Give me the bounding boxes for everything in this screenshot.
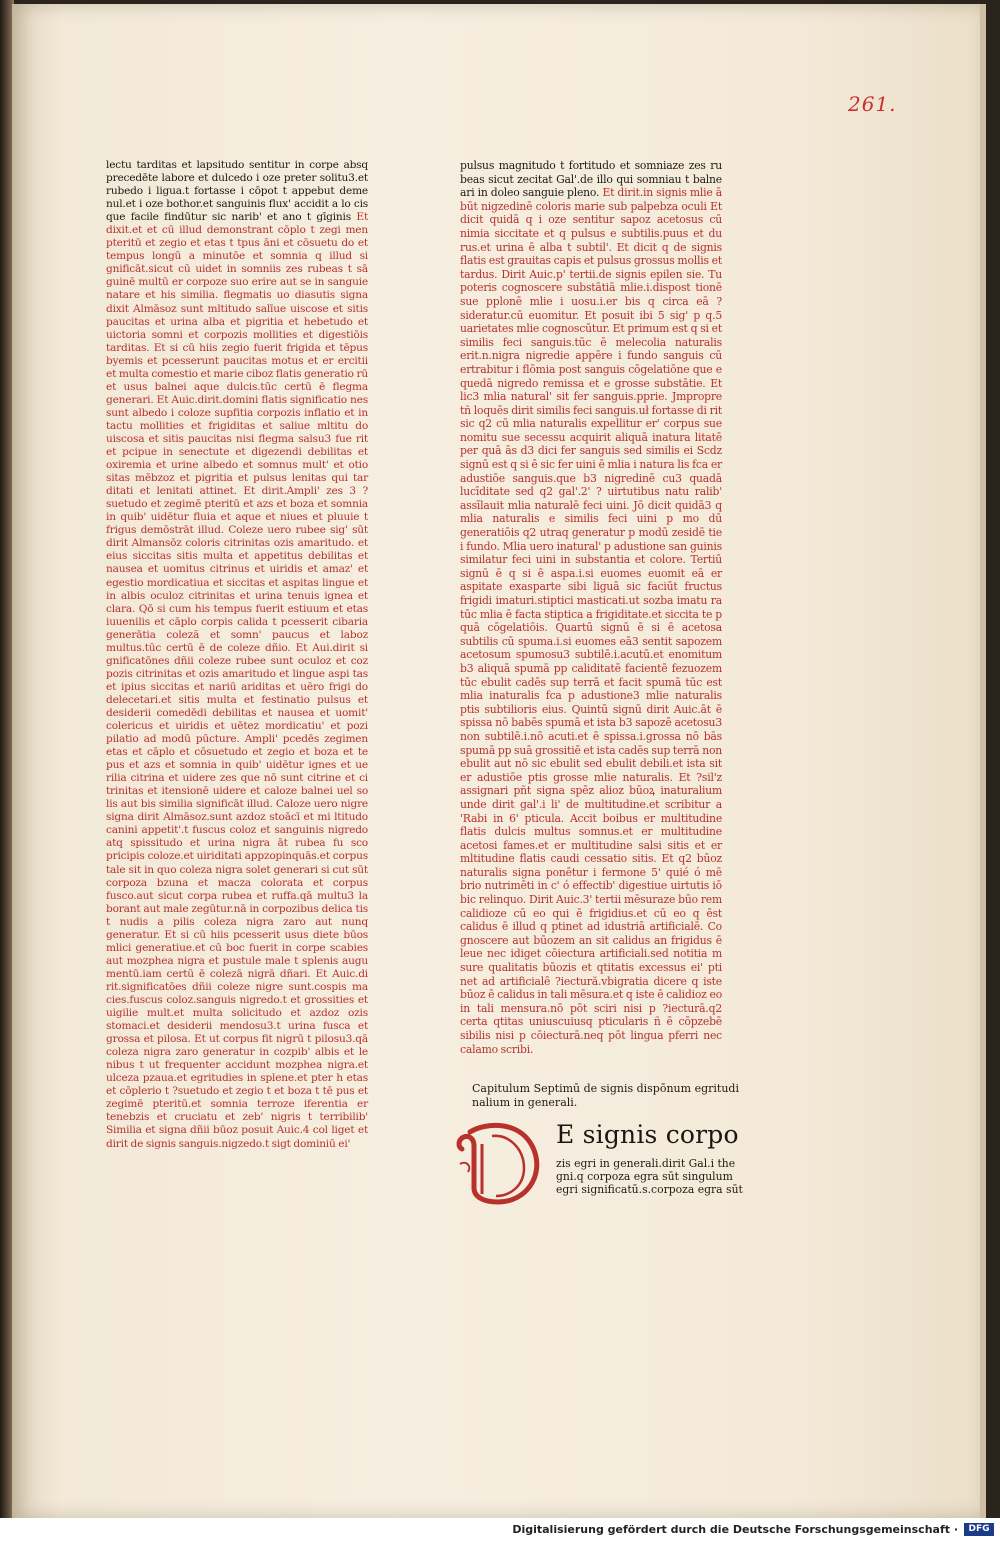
initial-text-block — [556, 1157, 744, 1197]
right-text-column — [460, 159, 722, 1056]
initial-text-line: gni.q corpoza egra sūt singulum — [556, 1170, 733, 1184]
dfg-logo: DFG — [964, 1523, 994, 1536]
chapter-heading: Capitulum Septimū de signis dispōnum egritudi nalium in generali. — [472, 1082, 739, 1109]
right-column-paragraph: pulsus magnitudo t fortitudo et somniaze zes ru beas sicut zecitat Gal'.de illo qui somniau t balne ari in doleo sanguie pleno. Et dirit.in signis mlie ā būt nigzedinē coloris marie sub palpebza oculi Et dicit quidā q i oze sentitur sapoz acetosus cū nimia siccitate et q pulsus e subtilis.puus et du rus.et urina ē alba t subtil'. Et dicit q de signis flatis est grauitas capis et pulsus grossus mollis et tardus. Dirit Auic.p' tertii.de signis epilen sie. Tu poteris cognoscere substātiā mlie.i.dispost tionē sue pplonē mlie i uosu.i.er bis q circa eā ?sideratur.cū euomitur. Et posuit ibi 5 sig' p q.5 uarietates mlie cognoscūtur. Et primum est q si et similis feci sanguis.tūc ē melecolia naturalis erit.n.nigra nigredie appēre i fundo sanguis cū ertrabitur i flōmia post sanguis cōgelatiōne que e quedā nigredo remissa et e grosse substātie. Et lic3 mlia natural' sit fer sanguis.pprie. Jmpropre tñ loquēs dirit similis feci sanguis.uł fortasse di rit sic q2 cū mlia naturalis expellitur er' corpus sue nomitu sue secessu acquirit aliquā inatura litatē per quā ās d3 dici fer sanguis sed similis ei Scdz signū est q si ē sic fer uini ē mlia i natura lis fca er adustiōe sanguis.que b3 nigredinē cu3 quadā lucīditate sed q2 gal'.2' ? uirtutibus natu ralib' assīlauit mlia naturalē feci uini. Jō dicit quidā3 q mlia naturalis e similis feci uini p mo dū generatiōis q2 utraq generatur p modū zesidē tie i fundo. Mlia uero inatural' p adustione san guinis similatur feci uini in substantia et colore. Tertiū signū ē q si ē aspa.i.si euomes euomit eā er aspitate exasparte sibi liguā sic faciūt fructus frigidi imaturi.stiptici masticati.ut sozba imatu ra tūc mlia ē facta stiptica a frigiditate.et siccita te p quā cōgelatiōis. Quartū signū ē si ē acetosa subtilis cū spuma.i.si euomes eā3 sentit sapozem acetosum spumosu3 subtilē.i.acutū.et enomitum b3 aliquā spumā pp caliditatē facientē fezuozem tūc ebulit cadēs sup terrā et facit spumā tūc est mlia inaturalis fca p adustione3 mlie naturalis ptis subtilioris eius. Quintū signū dirit Auic.āt ē spissa nō babēs spumā et ista b3 sapozē acetosu3 non subtilē.i.nō acuti.et ē spissa.i.grossa nō bās spumā pp suā grossitiē et ista cadēs sup terrā non ebulit aut nō sic ebulit sed ebulit debili.et ista sit er adustiōe ptis grosse mlie naturalis. Et ?sil'z assignari pñt signa spēz alioz būoꝝ inaturalium unde dirit gal'.i li' de multitudine.et scribitur a 'Rabi in 6' pticula. Accit boibus er multitudine flatis dulcis multus somnus.et er multitudine acetosi fames.et er multitudine salsi sitis et er mltitudine flatis caudi cessatio sitis. Et q2 būoz naturalis signa ponētur i fermone 5' quié ó mē brio nutrimēti in c' ó effectib' digestiue uirtutis iō bic relinquo. Dirit Auic.3' tertii mēsuraze būo rem calidioze cū eo qui ē frigidius.et cū eo q ēst calidus ē illud q ptinet ad idustriā artificialē. Co gnoscere aut būozem an sit calidus an frigidus ē leue nec idiget cōiectura artificiali.sed notitia m sure qualitatis būozis et qtitatis excessus ei' pti net ad artificialē ?iectură.vbigratia dicere q iste būoz ē calidus in tali mēsura.et q iste ē calidioz eo in tali mensura.nō pōt sciri nisi p ?iecturā.q2 certa qtitas uniuscuiusq pticularis ñ ē cōpzebē sibilis nisi p cōiecturā.neq pōt lingua pferri nec calamo scribi. — [460, 159, 723, 1056]
funding-credit: Digitalisierung gefördert durch die Deutsche Forschungsgemeinschaft · — [512, 1523, 958, 1536]
footer-bar — [0, 1518, 1000, 1542]
initial-title: E signis corpo — [556, 1120, 739, 1149]
initial-text-line: egri significatū.s.corpoza egra sūt — [556, 1183, 743, 1197]
initial-text-line: zis egri in generali.dirit Gal.i the — [556, 1157, 736, 1170]
left-column-paragraph: lectu tarditas et lapsitudo sentitur in corpe absq precedēte labore et dulcedo i oze preter solitu3.et rubedo i ligua.t fortasse i cōpot t appebut deme nul.et i oze bothor.et sanguinis flux' accidit a lo cis que facile findūtur sic narib' et ano t gīginis Et dixit.et et cū illud demonstrant cōplo t zegi men pteritū et zegio et etas t tpus āni et cōsuetu do et tempus longū a minutōe et somnia q illud si gnificāt.sicut cū uidet in somniis zes rubeas t sā guinē multū er corpoze suo erire aut se in sanguie natare et his similia. flegmatis uo diasutis signa dixit Almāsoz sunt mltitudo salīue uiscose et sitis paucitas et urina alba et pigritia et hebetudo et uictoria somni et corpozis mollities et digestiōis tarditas. Et si cū hiis zegio fuerit frigida et tēpus byemis et pcesserunt paucitas motus et er ercitii et multa comestio et marie ciboz flatis generatio rū et usus balnei aque dulcis.tūc certū ē flegma generari. Et Auic.dirit.domini flatis significatio nes sunt albedo i coloze supfitia corpozis inflatio et in tactu mollities et frigiditas et saliue mltitu do uiscosa et sitis paucitas nisi flegma salsu3 fue rit et pcipue in senectute et digezendi debilitas et oxiremia et urine albedo et somnus mult' et otio sitas mēbzoz et pigritia et pulsus lenitas qui tar ditati et lenitati attinet. Et dirit.Ampli' zes 3 ? suetudo et zegimē pteritū et azs et boza et somnia in quib' uidētur fluia et aque et niues et pluuie t frigus demōstrāt illud. Coleze uero rubee sig' sūt dirit Almansōz coloris citrinitas ozis amaritudo. et eius siccitas sitis multa et appetitus debilitas et nausea et uomitus citrinus et uiridis et amaz' et egestio mordicatiua et siccitas et aspitas lingue et in albis oculoz citrinitas et urina tenuis ignea et clara. Qō si cum his tempus fuerit estiuum et etas iuuenilis et cāplo corpis calida t pcesserit cibaria generātia coleză et somn' paucus et laboz multus.tūc certū ē de coleze dñio. Et Aui.dirit si gnificatōnes dñii coleze rubee sunt oculoz et coz pozis citrinitas et ozis amaritudo et lingue aspi tas et ipius siccitas et nariū ariditas et uēro frigi do delecetari.et sitis multa et festinatio pulsus et desiderii comedēdi debilitas et nausea et uomit' colericus et uiridis et uētez mordicatiu' et pozi pilatio ad modū pūcture. Ampli' pcedēs zegimen etas et cāplo et cōsuetudo et zegio et boza et te pus et azs et somnia in quib' uidētur ignes et ue rilia citrina et uidere zes que nō sunt citrine et ci trinitas et itensionē uidere et caloze balnei uel so lis aut bis similia significāt illud. Caloze uero nigre signa dirit Almāsoz.sunt azdoz stoācī et mi ltitudo canini appetit'.t fuscus coloz et sanguinis nigredo atq spissitudo et urina nigra āt rubea fu sco pricipis coloze.et uiriditati appzopinquās.et corpus tale sit in quo coleza nigra solet generari si cut sūt corpoza bzuna et macza colorata et corpus fusco.aut sicut corpa rubea et ruffa.qā multu3 la borant aut male zegūtur.nā in corpozibus delica tis t nudis a pilis coleza nigra zaro aut nunq generatur. Et si cū hiis pcesserit usus diete būos mlici generatiue.et cū boc fuerit in corpe scabies aut mozphea nigra et pustule male t splenis augu mentū.iam certū ē colezā nigrā dñari. Et Auic.di rit.significatōes dñii coleze nigre sunt.cospis ma cies.fuscus coloz.sanguis nigredo.t et grossities et uigilie mult.et multa solicitudo et azdoz ozis stomaci.et desiderii mendosu3.t urina fusca et grossa et pilosa. Et ut corpus fit nigrū t pilosu3.qā coleza nigra zaro generatur in cozpib' albis et le nibus t ut frequenter accidunt mozphea nigra.et ulceza pzaua.et egritudies in splene.et pter h etas et cōplerio t ?suetudo et zegio t et boza t tē pus et zegimē pteritū.et somnia terroze iferentia er tenebzis et cruciatu et zeb' nigris t terribilib' Similia et signa dñii būoz posuit Auic.4 col liget et dirit de signis sanguis.nigzedo.t sigt dominiū ei' — [106, 159, 369, 1150]
folio-number: 261. — [848, 92, 897, 116]
left-text-column — [106, 159, 368, 1151]
red-initial-d-icon — [452, 1116, 544, 1206]
